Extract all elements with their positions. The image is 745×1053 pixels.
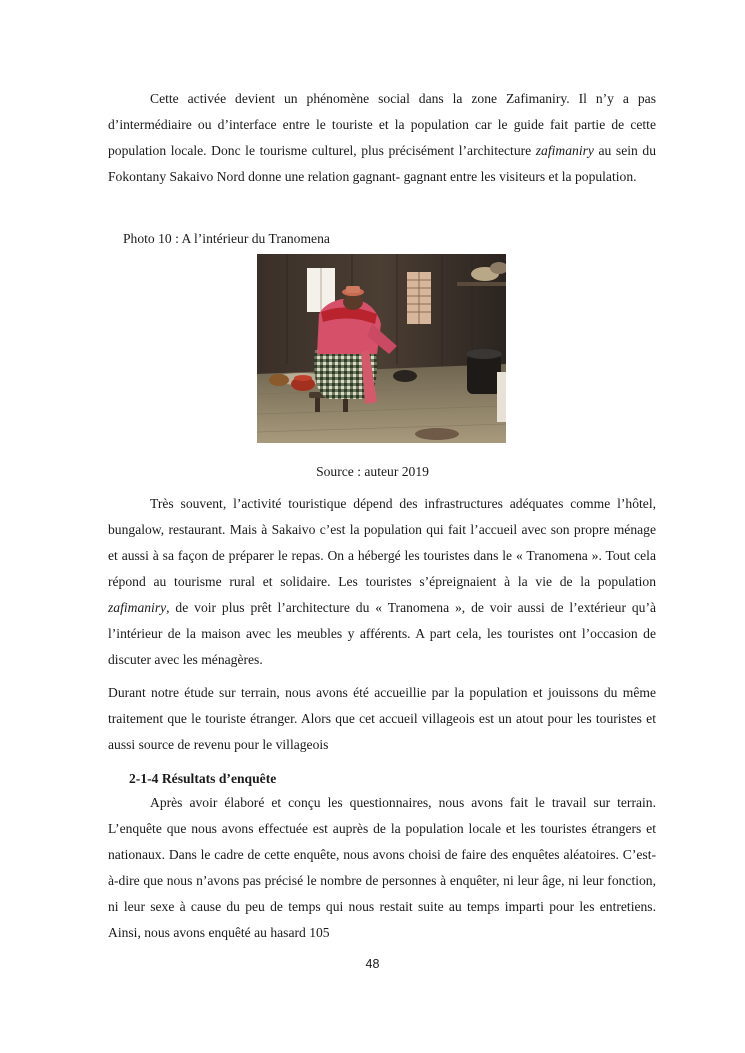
- paragraph-1-text: Cette activée devient un phénomène social dans la zone Zafimaniry. Il n’y a pas d’intermédiaire ou d’interface entre le touriste et la population car le guide fait partie de cette population locale. Donc le tourisme culturel, plus précisément l’architecture: [108, 91, 656, 158]
- section-heading: 2-1-4 Résultats d’enquête: [129, 771, 277, 786]
- paragraph-2: [108, 491, 656, 673]
- paragraph-2-text: Très souvent, l’activité touristique dépend des infrastructures adéquates comme l’hôtel, bungalow, restaurant. Mais à Sakaivo c’est la population qui fait l’accueil avec son propre ménage et aussi à sa façon de préparer le repas. On a hébergé les touristes dans le « Tranomena ». Tout cela répond au tourisme rural et solidaire. Les touristes s’épreignaient à la vie de la population: [108, 496, 656, 589]
- paragraph-4: Après avoir élaboré et conçu les questionnaires, nous avons fait le travail sur terrain. L’enquête que nous avons effectuée est auprès de la population locale et les touristes étrangers et nationaux. Dans le cadre de cette enquête, nous avons choisi de faire des enquêtes aléatoires. C’est-à-dire que nous n’avons pas précisé le nombre de personnes à enquêter, ni leur âge, ni leur fonction, ni leur sexe à cause du peu de temps qui nous restait suite au temps imparti pour les entretiens. Ainsi, nous avons enquêté au hasard 105: [108, 795, 656, 940]
- photo-tranomena-interior: [257, 254, 506, 443]
- page-number: 48: [365, 957, 380, 971]
- paragraph-1-text-end: au sein du Fokontany Sakaivo Nord donne une relation gagnant- gagnant entre les visiteurs et la population.: [108, 143, 656, 184]
- paragraph-2-text-end: , de voir plus prêt l’architecture du « Tranomena », de voir aussi de l’extérieur qu’à l’intérieur de la maison avec les meubles y afférents. A part cela, les touristes ont l’occasion de discuter avec les ménagères.: [108, 600, 656, 667]
- paragraph-3: Durant notre étude sur terrain, nous avons été accueillie par la population et jouissons du même traitement que le touriste étranger. Alors que cet accueil villageois est un atout pour les touristes et aussi source de revenu pour le villageois: [108, 685, 656, 752]
- paragraph-2-italic: zafimaniry: [108, 600, 167, 615]
- paragraph-1-italic: zafimaniry: [535, 143, 594, 158]
- photo-caption: Photo 10 : A l’intérieur du Tranomena: [123, 231, 330, 246]
- paragraph-1: [108, 86, 656, 190]
- photo-source: Source : auteur 2019: [316, 464, 429, 479]
